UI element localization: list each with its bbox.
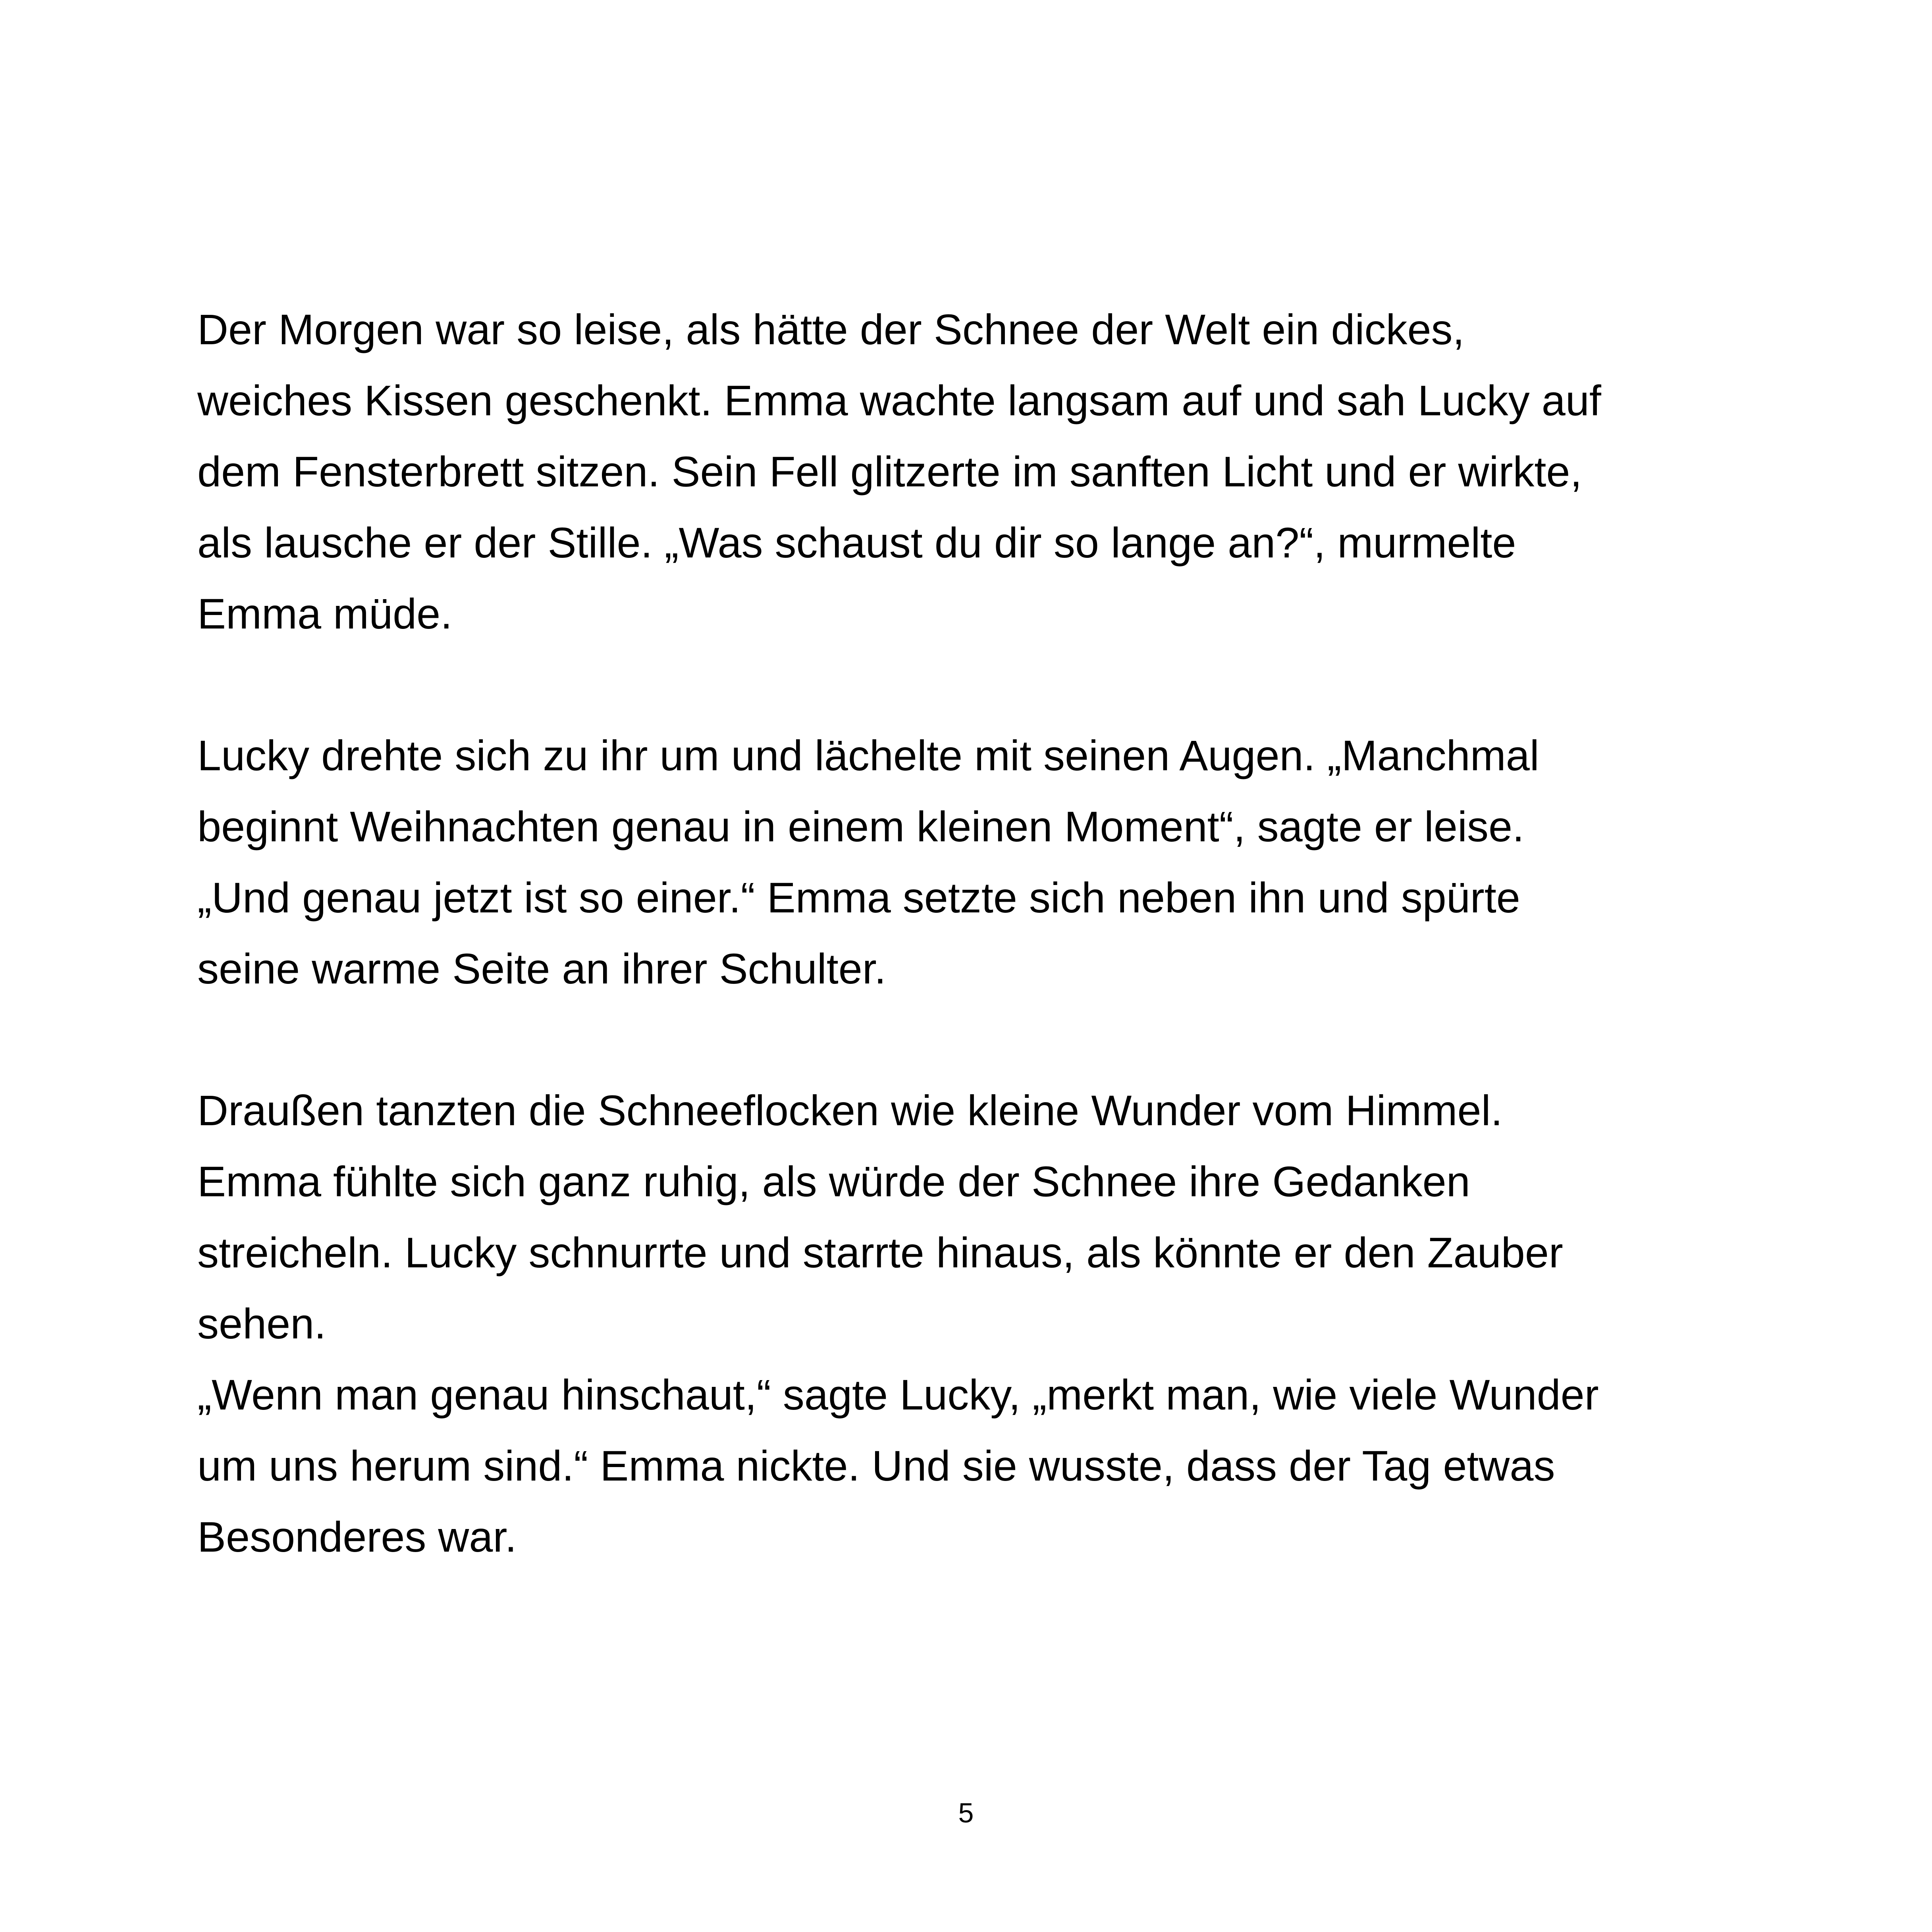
text-line: Emma müde. [197,590,453,638]
page-number: 5 [958,1797,974,1828]
text-line: „Und genau jetzt ist so einer.“ Emma setzte sich neben ihn und spürte [197,873,1520,922]
text-line: „Wenn man genau hinschaut,“ sagte Lucky, „merkt man, wie viele Wunder [197,1371,1599,1419]
text-line: Draußen tanzten die Schneeflocken wie kleine Wunder vom Himmel. [197,1086,1503,1134]
text-line: Besonderes war. [197,1513,517,1561]
text-line: weiches Kissen geschenkt. Emma wachte langsam auf und sah Lucky auf [197,376,1601,424]
text-line: streicheln. Lucky schnurrte und starrte hinaus, als könnte er den Zauber [197,1228,1563,1276]
paragraph-2 [197,720,1785,1004]
text-line: beginnt Weihnachten genau in einem kleinen Moment“, sagte er leise. [197,802,1525,850]
text-line: Lucky drehte sich zu ihr um und lächelte mit seinen Augen. „Manchmal [197,731,1539,779]
paragraph-1 [197,294,1785,649]
text-line: dem Fensterbrett sitzen. Sein Fell glitzerte im sanften Licht und er wirkte, [197,447,1582,496]
text-line: sehen. [197,1300,326,1348]
text-line: Der Morgen war so leise, als hätte der Schnee der Welt ein dickes, [197,305,1465,353]
paragraph-3 [197,1075,1785,1572]
text-line: um uns herum sind.“ Emma nickte. Und sie wusste, dass der Tag etwas [197,1442,1555,1490]
text-line: Emma fühlte sich ganz ruhig, als würde der Schnee ihre Gedanken [197,1157,1470,1205]
text-line: seine warme Seite an ihrer Schulter. [197,945,886,993]
text-line: als lausche er der Stille. „Was schaust du dir so lange an?“, murmelte [197,519,1516,567]
